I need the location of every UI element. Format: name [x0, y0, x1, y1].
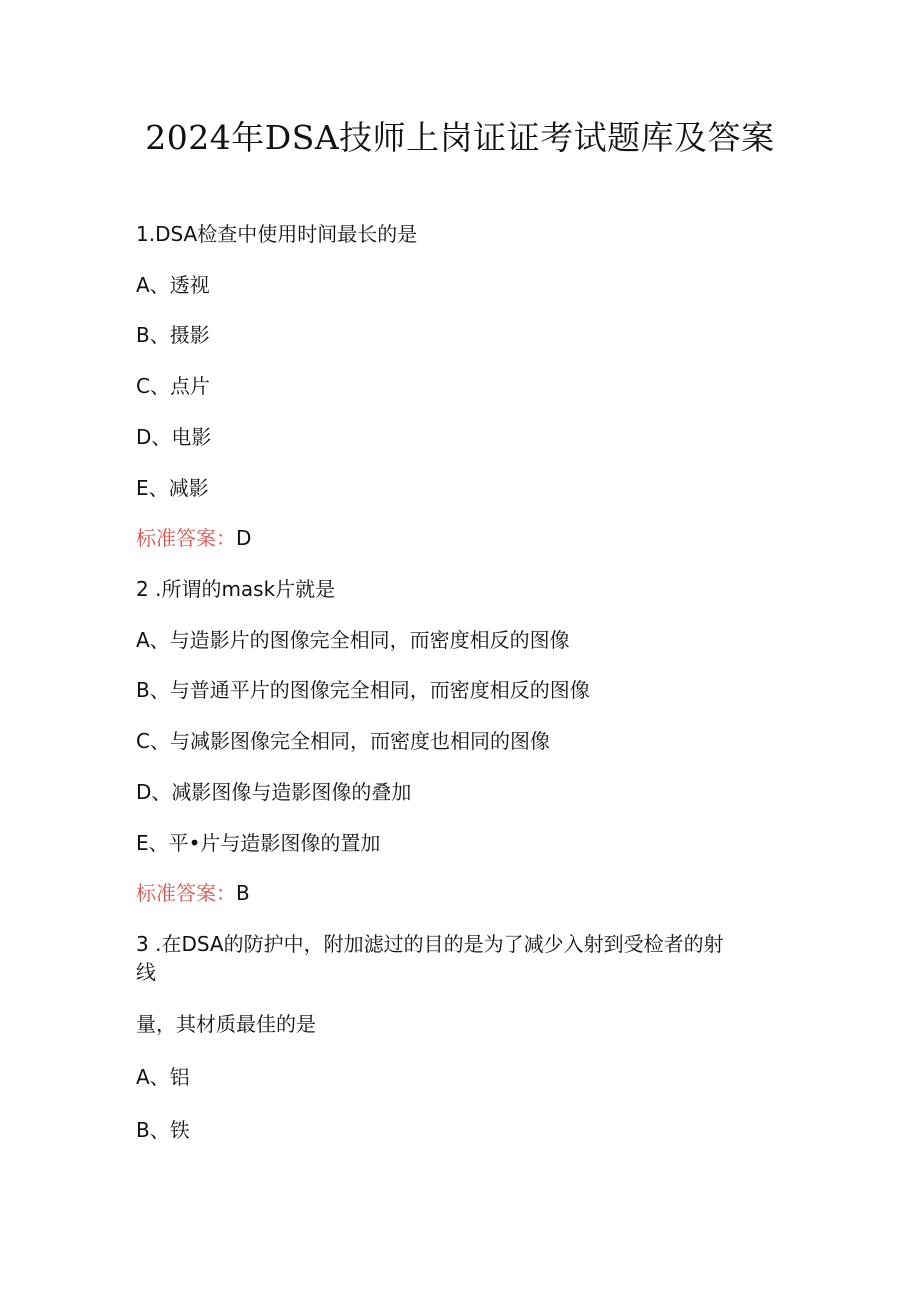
question-2-option-b: B、与普通平片的图像完全相同，而密度相反的图像 — [136, 678, 590, 702]
answer-value: B — [236, 881, 250, 905]
question-2-stem: 2 .所谓的mask片就是 — [136, 577, 336, 601]
question-1-option-c: C、点片 — [136, 374, 210, 398]
question-3-option-b: B、铁 — [136, 1118, 190, 1142]
question-2-option-a: A、与造影片的图像完全相同，而密度相反的图像 — [136, 628, 570, 652]
question-2-answer — [136, 880, 250, 906]
question-1-option-a: A、透视 — [136, 273, 210, 297]
answer-label: 标准答案： — [136, 881, 236, 905]
question-3-option-a: A、铝 — [136, 1065, 190, 1089]
question-3-stem-line-1: 3 .在DSA的防护中，附加滤过的目的是为了减少入射到受检者的射 — [136, 932, 724, 956]
page-title: 2024年DSA技师上岗证证考试题库及答案 — [145, 118, 775, 157]
question-3-stem-line-2: 线 — [136, 960, 156, 984]
question-3-stem-line-3: 量，其材质最佳的是 — [136, 1012, 316, 1036]
question-2-option-c: C、与减影图像完全相同，而密度也相同的图像 — [136, 729, 550, 753]
question-2-option-d: D、减影图像与造影图像的叠加 — [136, 780, 412, 804]
question-1-answer — [136, 525, 251, 551]
question-2-option-e: E、平•片与造影图像的置加 — [136, 831, 381, 855]
question-1-option-d: D、电影 — [136, 425, 212, 449]
answer-label: 标准答案： — [136, 526, 236, 550]
question-1-option-b: B、摄影 — [136, 323, 210, 347]
question-1-option-e: E、减影 — [136, 476, 209, 500]
question-1-stem: 1.DSA检查中使用时间最长的是 — [136, 222, 418, 246]
answer-value: D — [236, 526, 252, 550]
